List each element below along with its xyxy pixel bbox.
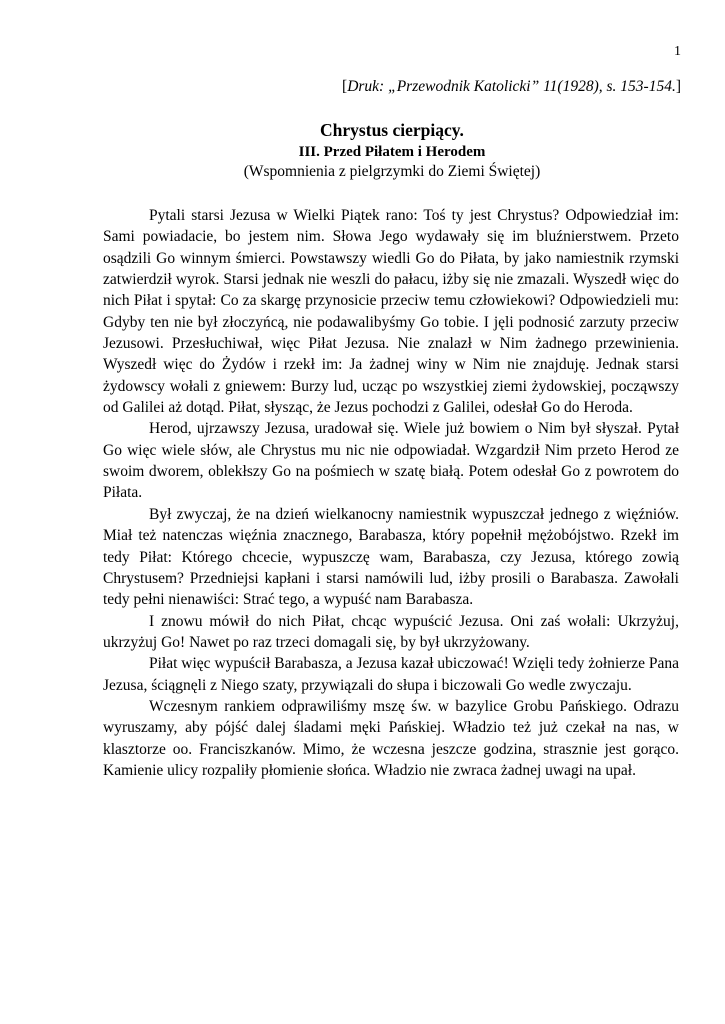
paragraph: Wczesnym rankiem odprawiliśmy mszę św. w bazylice Grobu Pańskiego. Odrazu wyruszamy, aby pójść dalej śladami męki Pańskiej. Władzio też już czekał na nas, w klasztorze oo. Franciszkanów. Mimo, że wczesna jeszcze godzina, strasznie jest gorąco. Kamienie ulicy rozpaliły płomienie słońca. Władzio nie zwraca żadnej uwagi na upał. [103, 697, 679, 779]
source-bracket-open: [ [342, 78, 348, 95]
source-citation-text: Druk: „Przewodnik Katolicki” 11(1928), s. 153-154. [347, 78, 676, 95]
article-body [103, 205, 679, 781]
source-bracket-close: ] [675, 78, 681, 95]
article-subsubtitle: (Wspomnienia z pielgrzymki do Ziemi Świętej) [243, 163, 541, 180]
paragraph: Herod, ujrzawszy Jezusa, uradował się. Wiele już bowiem o Nim był słyszał. Pytał Go więc wiele słów, ale Chrystus mu nic nie odpowiadał. Wzgardził Nim przeto Herod ze swoim dworem, oblekłszy Go na pośmiech w szatę białą. Potem odesłał Go z powrotem do Piłata. [103, 420, 679, 502]
source-citation [342, 78, 681, 96]
article-subtitle: III. Przed Piłatem i Herodem [298, 144, 486, 160]
article-title: Chrystus cierpiący. [320, 120, 464, 140]
paragraph: Pytali starsi Jezusa w Wielki Piątek rano: Toś ty jest Chrystus? Odpowiedział im: Sami powiadacie, bo jestem nim. Słowa Jego wydawały się im bluźnierstwem. Przeto osądzili Go winnym śmierci. Powstawszy wiedli Go do Piłata, by jako namiestnik rzymski zatwierdził wyrok. Starsi jednak nie weszli do pałacu, iżby się nie zmazali. Wyszedł więc do nich Piłat i spytał: Co za skargę przynosicie przeciw temu człowiekowi? Odpowiedzieli mu: Gdyby ten nie był złoczyńcą, nie podawalibyśmy Go tobie. I jęli podnosić zarzuty przeciw Jezusowi. Przesłuchiwał, więc Piłat Jezusa. Nie znalazł w Nim żadnego przewinienia. Wyszedł więc do Żydów i rzekł im: Ja żadnej winy w Nim nie znajduję. Jednak starsi żydowscy wołali z gniewem: Burzy lud, ucząc po wszystkiej ziemi żydowskiej, począwszy od Galilei aż dotąd. Piłat, słysząc, że Jezus pochodzi z Galilei, odesłał Go do Heroda. [103, 207, 679, 417]
page-number: 1 [674, 44, 681, 59]
paragraph: Piłat więc wypuścił Barabasza, a Jezusa kazał ubiczować! Wzięli tedy żołnierze Pana Jezusa, ściągnęli z Niego szaty, przywiązali do słupa i biczowali Go wedle zwyczaju. [103, 655, 679, 694]
paragraph: I znowu mówił do nich Piłat, chcąc wypuścić Jezusa. Oni zaś wołali: Ukrzyżuj, ukrzyżuj Go! Nawet po raz trzeci domagali się, by był ukrzyżowany. [103, 612, 679, 651]
paragraph: Był zwyczaj, że na dzień wielkanocny namiestnik wypuszczał jednego z więźniów. Miał też natenczas więźnia znacznego, Barabasza, który popełnił mężobójstwo. Rzekł im tedy Piłat: Którego chcecie, wypuszczę wam, Barabasza, czy Jezusa, którego zowią Chrystusem? Przedniejsi kapłani i starsi namówili lud, iżby prosili o Barabasza. Zawołali tedy pełni nienawiści: Strać tego, a wypuść nam Barabasza. [103, 505, 679, 609]
